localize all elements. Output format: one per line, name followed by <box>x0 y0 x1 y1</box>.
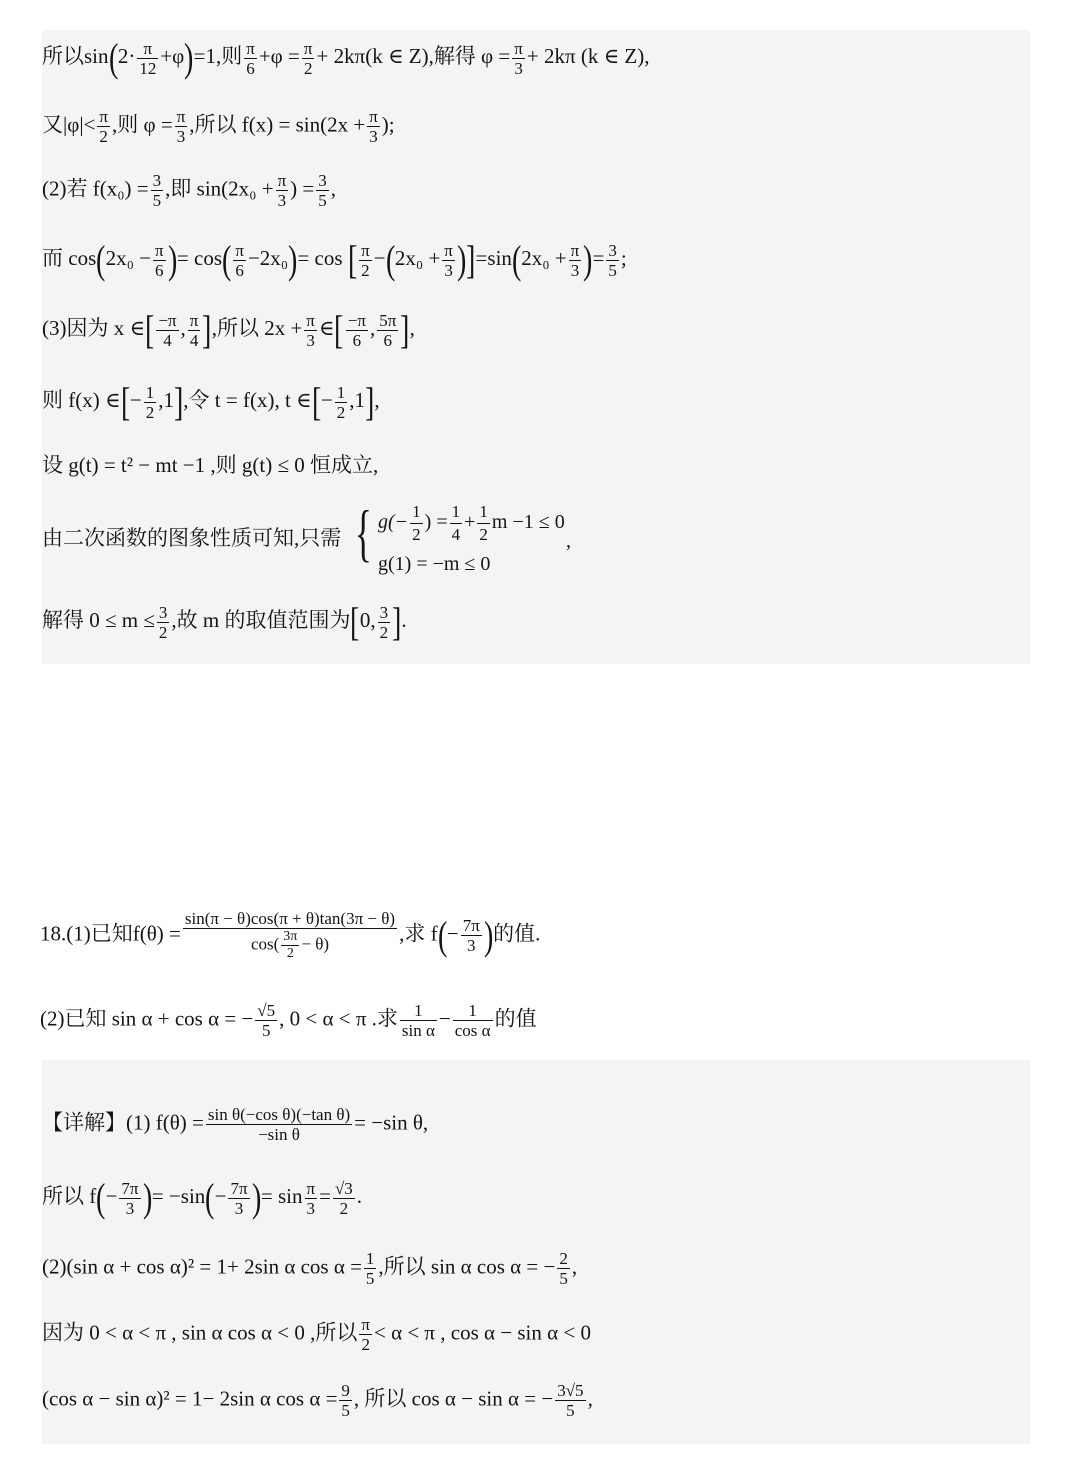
solution-line-7: 设 g(t) = t² − mt −1 ,则 g(t) ≤ 0 恒成立, <box>42 453 379 477</box>
solution-line-1: 所以sin(2· $\frac{\pi}{12}$ +φ)=1,则 $\frac{\pi}{6}$ +φ = $\frac{\pi}{2}$ + 2kπ(k ∈ Z),解得 φ = $\frac{\pi}{3}$ + 2kπ (k ∈ Z), <box>42 35 650 80</box>
detail-line-3: (2)(sin α + cos α)² = 1+ 2sin α cos α = $\frac{1}{5}$ ,所以 sin α cos α = − $\frac{2}{5}$ , <box>42 1249 578 1288</box>
system-inequality-1: g(− $\frac{1}{2}$ ) = $\frac{1}{4}$ + $\frac{1}{2}$ m −1 ≤ 0 <box>378 502 565 544</box>
system-brace: { <box>354 497 372 568</box>
solution-line-9: 解得 0 ≤ m ≤ $\frac{3}{2}$ ,故 m 的取值范围为[0, $\frac{3}{2}$ ]. <box>42 599 407 644</box>
question-18-part-1: 18.(1)已知f(θ) = sin(π − θ)cos(π + θ)tan(3π − θ) cos( $\frac{3\pi}{2}$ − θ) ,求 f(− $\frac{7\pi}{3}$ )的值. <box>40 909 541 961</box>
solution-line-2: 又|φ|< $\frac{\pi}{2}$ ,则 φ = $\frac{\pi}{3}$ ,所以 f(x) = sin(2x + $\frac{\pi}{3}$ ); <box>42 107 395 146</box>
system-inequality-2: g(1) = −m ≤ 0 <box>378 553 491 575</box>
detail-line-5: (cos α − sin α)² = 1− 2sin α cos α = $\frac{9}{5}$ , 所以 cos α − sin α = − $\frac{3√5}{5}$ , <box>42 1381 593 1420</box>
solution-line-4: 而 cos(2x₀ − $\frac{\pi}{6}$ )= cos( $\frac{\pi}{6}$ −2x₀)= cos [ $\frac{\pi}{2}$ −(2x₀ + $\frac{\pi}{3}$ )]=sin(2x₀ + $\frac{\pi}{3}$ )= $\frac{3}{5}$ ; <box>42 237 627 282</box>
detail-line-2: 所以 f(− $\frac{7\pi}{3}$ )= −sin(− $\frac{7\pi}{3}$ )= sin $\frac{\pi}{3}$ = $\frac{√3}{2}$ . <box>42 1175 363 1220</box>
solution-line-5: (3)因为 x ∈[ $\frac{-\pi}{4}$ , $\frac{\pi}{4}$ ],所以 2x + $\frac{\pi}{3}$ ∈[ $\frac{-\pi}{6}$ , $\frac{5\pi}{6}$ ], <box>42 307 415 352</box>
solution-line-3: (2)若 f(x₀) = $\frac{3}{5}$ ,即 sin(2x₀ + $\frac{\pi}{3}$ ) = $\frac{3}{5}$ , <box>42 171 336 210</box>
detail-line-4: 因为 0 < α < π , sin α cos α < 0 ,所以 $\frac{\pi}{2}$ < α < π , cos α − sin α < 0 <box>42 1315 591 1354</box>
solution-line-8: 由二次函数的图象性质可知,只需 <box>42 526 342 550</box>
detail-line-1: 【详解】(1) f(θ) = $\frac{\text{sin θ(−cos θ)(−tan θ)}}{\text{−sin θ}}$ = −sin θ, <box>42 1105 429 1144</box>
system-comma: , <box>566 530 571 552</box>
question-18-part-2: (2)已知 sin α + cos α = − $\frac{√5}{5}$ , 0 < α < π .求 $\frac{1}{\text{sin α}}$ − $\frac{1}{\text{cos α}}$ 的值 <box>40 1001 537 1040</box>
solution-line-6: 则 f(x) ∈[− $\frac{1}{2}$ ,1],令 t = f(x), t ∈[− $\frac{1}{2}$ ,1], <box>42 379 380 424</box>
